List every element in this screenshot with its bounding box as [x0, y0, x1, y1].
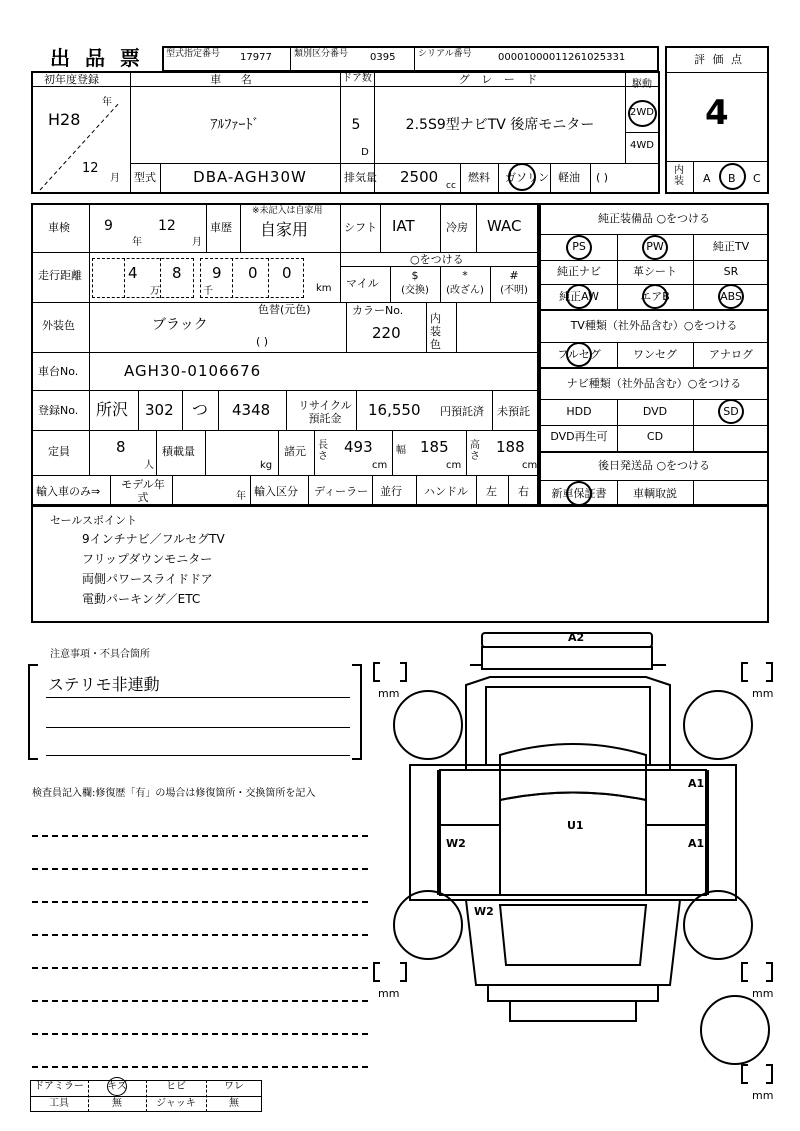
damage-label-a1-front: A1: [688, 777, 705, 790]
equip-navi: 純正ナビ: [557, 265, 601, 278]
import-label: 輸入車のみ⇒: [36, 485, 101, 498]
class-no: 0395: [370, 52, 396, 63]
notes-text: ステリモ非連動: [48, 675, 160, 694]
mirror-break: ワレ: [224, 1081, 244, 1092]
notes-title: 注意事項・不具合箇所: [50, 649, 150, 660]
length-label: 長さ: [318, 440, 328, 462]
tools-label: 工具: [49, 1098, 69, 1109]
equip-ps-circle: [566, 235, 592, 260]
fuel-other: ( ): [596, 171, 609, 184]
type-no-label: 型式指定番号: [166, 49, 221, 59]
dealer-option: ディーラー: [314, 485, 369, 498]
interior-b-circle: [719, 163, 746, 190]
equip-ps: PS: [572, 240, 586, 253]
shaken-month: 12: [158, 218, 176, 234]
first-reg-label: 初年度登録: [44, 73, 99, 86]
tampered-label: (改ざん): [446, 285, 484, 296]
score-value: 4: [705, 93, 729, 133]
mirror-scratch-circle: [107, 1077, 127, 1096]
mileage-circle-note: ○をつける: [410, 253, 464, 266]
color-no-label: カラーNo.: [352, 304, 404, 317]
drive-label: 駆動: [632, 79, 652, 90]
model-value: DBA-AGH30W: [193, 168, 307, 186]
mileage-sen: 千: [203, 286, 213, 297]
reg-class: 302: [145, 401, 174, 419]
inspector-label: 検査員記入欄:修復歴「有」の場合は修復箇所・交換箇所を記入: [32, 788, 316, 799]
displacement-unit: cc: [446, 181, 456, 191]
drive-4wd: 4WD: [630, 140, 654, 151]
color-no: 220: [372, 324, 401, 342]
sales-line-3: 両側パワースライドドア: [82, 572, 213, 586]
equip-pw: PW: [646, 240, 664, 253]
rear-gate: [466, 900, 680, 985]
rear-left-wheel: [394, 891, 462, 959]
front-right-wheel: [684, 691, 752, 759]
left-front-door: [440, 770, 500, 825]
mirror-crack: ヒビ: [166, 1081, 186, 1092]
mileage-digit-1: 4: [128, 264, 138, 282]
notes-bracket-right: [352, 664, 362, 760]
load-unit: kg: [260, 460, 273, 471]
doors-value: 5: [351, 117, 361, 133]
recycle-label: リサイクル預託金: [298, 399, 352, 425]
sales-line-2: フリップダウンモニター: [82, 552, 213, 566]
later-manual: 車輌取説: [633, 487, 677, 500]
jack-label: ジャッキ: [156, 1098, 196, 1109]
shaken-year: 9: [104, 218, 113, 234]
exterior-color: ブラック: [152, 317, 208, 333]
month-unit: 月: [110, 173, 120, 184]
sales-line-4: 電動パーキング／ETC: [82, 592, 201, 606]
handle-label: ハンドル: [424, 485, 468, 498]
import-class-label: 輸入区分: [254, 485, 298, 498]
unknown-label: (不明): [500, 285, 528, 296]
int-color-label: 内装色: [430, 312, 441, 351]
equip-airbag-circle: [642, 284, 668, 309]
mm-front-right: mm: [752, 687, 774, 700]
interior-b: B: [728, 172, 736, 185]
mileage-digit-4: 0: [248, 264, 258, 282]
shaken-year-unit: 年: [132, 237, 142, 248]
serial-no: 00001000011261025331: [498, 52, 626, 63]
navi-sd-circle: [718, 399, 744, 424]
equip-airbag: エアB: [640, 290, 670, 303]
length-value: 493: [344, 438, 373, 456]
equip-sr: SR: [723, 265, 739, 278]
reg-kana: つ: [192, 400, 209, 419]
mm-spare: mm: [752, 1089, 774, 1102]
dims-label: 諸元: [284, 445, 306, 458]
door-mirror-label: ドアミラー: [34, 1081, 84, 1092]
height-unit: cm: [522, 460, 538, 471]
shift-label: シフト: [344, 221, 377, 234]
first-reg-year: H28: [48, 110, 81, 129]
drive-2wd-circle: [628, 100, 657, 127]
width-label: 幅: [396, 445, 406, 456]
rear-right-wheel: [684, 891, 752, 959]
doors-sub: D: [361, 147, 369, 158]
tv-analog: アナログ: [709, 348, 753, 361]
chassis-label: 車台No.: [38, 365, 79, 378]
navi-cd: CD: [646, 430, 664, 443]
mirror-scratch: キズ: [107, 1081, 127, 1092]
model-year-label: モデル年式: [121, 478, 165, 504]
model-year-unit: 年: [236, 491, 246, 502]
equip-aw: 純正AW: [559, 290, 599, 303]
tv-fullseg-circle: [566, 342, 592, 367]
capacity-label: 定員: [48, 445, 70, 458]
drive-2wd: 2WD: [630, 107, 654, 118]
exchange-label: (交換): [401, 285, 429, 296]
fuel-circle: [508, 163, 536, 191]
exchange-symbol: $: [411, 269, 419, 282]
year-unit: 年: [102, 97, 112, 108]
history-note: ※未記入は自家用: [252, 206, 323, 216]
later-warranty-circle: [566, 481, 592, 506]
class-no-label: 類別区分番号: [294, 49, 349, 59]
jack-value: 無: [229, 1098, 239, 1109]
handle-left: 左: [486, 485, 497, 498]
front-grille: [482, 647, 652, 669]
sales-line-1: 9インチナビ／フルセグTV: [82, 532, 225, 546]
mileage-label: 走行距離: [38, 269, 82, 282]
history-label: 車歴: [210, 221, 232, 234]
chassis-no: AGH30-0106676: [124, 362, 262, 380]
damage-label-w2-front: W2: [446, 837, 466, 850]
height-value: 188: [496, 438, 525, 456]
height-label: 高さ: [470, 440, 480, 462]
equip-title: 純正装備品 ○をつける: [597, 212, 711, 225]
navi-sd: SD: [723, 405, 739, 418]
front-bumper: [482, 633, 652, 647]
tampered-symbol: *: [462, 269, 468, 282]
recycle-amount: 16,550: [368, 401, 421, 419]
front-left-wheel: [394, 691, 462, 759]
color-orig-label: 色替(元色): [258, 303, 311, 316]
load-label: 積載量: [162, 445, 195, 458]
capacity-value: 8: [116, 438, 126, 456]
displacement-value: 2500: [400, 168, 439, 186]
damage-label-u1: U1: [567, 819, 584, 832]
model-label: 型式: [134, 171, 156, 184]
left-rear-door: [440, 825, 500, 895]
damage-label-a1-rear: A1: [688, 837, 705, 850]
interior-a: A: [703, 172, 711, 185]
equip-abs-circle: [718, 284, 744, 309]
history-value: 自家用: [260, 220, 309, 239]
doors-label: ドア数: [342, 73, 372, 84]
damage-label-w2-rear: W2: [474, 905, 494, 918]
length-unit: cm: [372, 460, 388, 471]
navi-dvd: DVD: [642, 405, 668, 418]
mileage-km: km: [316, 283, 332, 294]
parallel-option: 並行: [380, 485, 402, 498]
right-rear-door: [646, 825, 706, 895]
mileage-digit-3: 9: [212, 264, 222, 282]
orig-color-paren: ( ): [256, 335, 269, 348]
displacement-label: 排気量: [344, 171, 377, 184]
interior-c: C: [753, 172, 761, 185]
details-box: [31, 203, 539, 506]
notes-bracket-left: [28, 664, 38, 760]
equip-aw-circle: [566, 284, 592, 309]
shaken-label: 車検: [48, 221, 70, 234]
navi-title: ナビ種類（社外品含む）○をつける: [566, 377, 742, 390]
fuel-gasoline: ガソリン: [505, 171, 549, 184]
tv-title: TV種類（社外品含む）○をつける: [570, 319, 738, 332]
shaken-month-unit: 月: [192, 237, 202, 248]
tv-fullseg: フルセグ: [557, 348, 601, 361]
form-title: 出 品 票: [50, 46, 144, 70]
hood: [466, 677, 670, 770]
year-diagonal: [35, 97, 125, 192]
regno-label: 登録No.: [38, 404, 79, 417]
fuel-diesel: 軽油: [558, 171, 580, 184]
equip-leather: 革シート: [633, 265, 677, 278]
sales-title: セールスポイント: [50, 514, 138, 527]
navi-dvd-play: DVD再生可: [550, 430, 608, 443]
later-title: 後日発送品 ○をつける: [597, 459, 711, 472]
mileage-man: 万: [150, 286, 160, 297]
navi-hdd: HDD: [566, 405, 592, 418]
mile-option: マイル: [346, 277, 379, 290]
width-unit: cm: [446, 460, 462, 471]
tools-value: 無: [112, 1098, 122, 1109]
ac-value: WAC: [487, 217, 522, 235]
spare-wheel: [701, 996, 769, 1064]
mm-front-left: mm: [378, 687, 400, 700]
grade-label: グ レ ー ド: [458, 73, 542, 86]
mm-rear-right: mm: [752, 987, 774, 1000]
rear-bumper: [488, 985, 658, 1001]
ac-label: 冷房: [446, 221, 468, 234]
first-reg-month: 12: [82, 161, 99, 176]
shift-value: IAT: [392, 217, 415, 235]
reg-number: 4348: [232, 401, 271, 419]
grade-value: 2.5S9型ナビTV 後席モニター: [405, 117, 595, 133]
car-name-label: 車 名: [210, 73, 260, 86]
exterior-label: 外装色: [42, 319, 75, 332]
handle-right: 右: [518, 485, 529, 498]
capacity-unit: 人: [144, 460, 154, 471]
equip-abs: ABS: [720, 290, 742, 303]
recycle-not: 未預託: [497, 405, 530, 418]
fuel-label: 燃料: [468, 171, 490, 184]
equip-pw-circle: [642, 235, 668, 260]
type-no: 17977: [240, 52, 272, 63]
recycle-unit: 円預託済: [440, 405, 484, 418]
equip-tv: 純正TV: [712, 240, 750, 253]
mileage-digit-2: 8: [172, 264, 182, 282]
score-label: 評 価 点: [694, 53, 744, 66]
reg-area: 所沢: [96, 400, 129, 419]
serial-label: シリアル番号: [418, 49, 472, 59]
mileage-digit-5: 0: [282, 264, 292, 282]
tv-oneseg: ワンセグ: [633, 348, 677, 361]
later-warranty: 新車保証書: [551, 487, 607, 500]
roof: [500, 793, 646, 896]
rear-lower: [510, 1001, 636, 1021]
car-diagram: [370, 625, 780, 1105]
damage-label-a2: A2: [568, 631, 585, 644]
mm-rear-left: mm: [378, 987, 400, 1000]
car-name: ｱﾙﾌｧｰﾄﾞ: [210, 117, 260, 133]
unknown-symbol: #: [509, 269, 519, 282]
width-value: 185: [420, 438, 449, 456]
interior-score-label: 内装: [674, 165, 684, 187]
